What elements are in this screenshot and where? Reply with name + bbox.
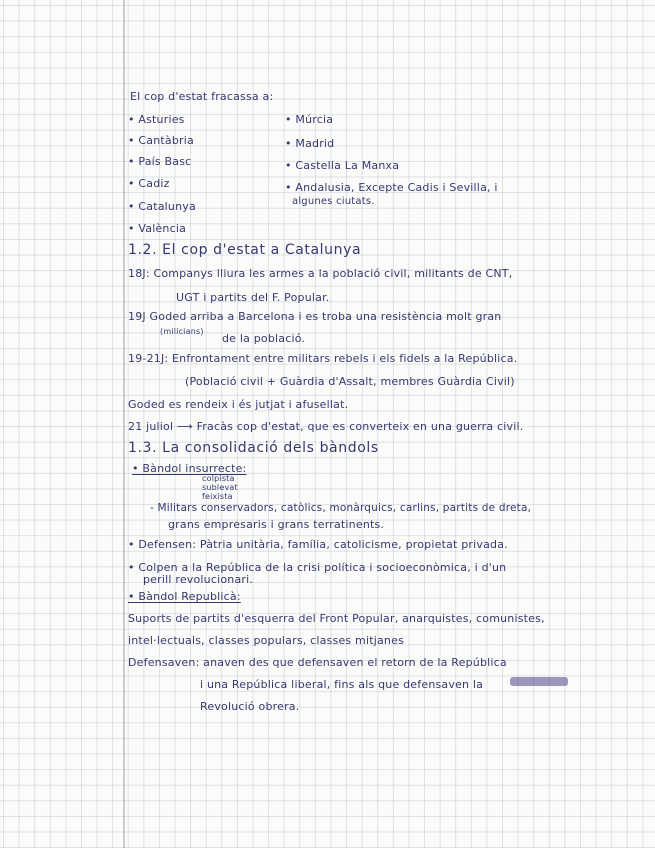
note-line: - Militars conservadors, catòlics, monàrquics, carlins, partits de dreta, xyxy=(150,502,532,514)
scribbled-out-word xyxy=(510,677,568,686)
list-item: • Andalusia, Excepte Cadis i Sevilla, i xyxy=(285,181,498,194)
note-line: UGT i partits del F. Popular. xyxy=(176,291,330,304)
list-item: • País Basc xyxy=(128,155,192,168)
section-heading: 1.3. La consolidació dels bàndols xyxy=(128,440,379,456)
section-heading: 1.2. El cop d'estat a Catalunya xyxy=(128,242,362,258)
note-line: (Població civil + Guàrdia d'Assalt, membres Guàrdia Civil) xyxy=(185,375,515,388)
note-line: de la població. xyxy=(222,332,306,345)
note-line: Defensaven: anaven des que defensaven el retorn de la República xyxy=(128,656,507,669)
note-line: 18J: Companys lliura les armes a la població civil, militants de CNT, xyxy=(128,267,513,280)
note-line: Revolució obrera. xyxy=(200,700,300,713)
list-item: sublevat xyxy=(202,483,238,492)
note-line: • Colpen a la República de la crisi política i socioeconòmica, i d'un xyxy=(128,561,507,574)
note-line: 21 juliol ⟶ Fracàs cop d'estat, que es converteix en una guerra civil. xyxy=(128,420,524,433)
note-line: 19-21J: Enfrontament entre militars rebels i els fidels a la República. xyxy=(128,352,518,365)
insurrecte-label: • Bàndol insurrecte: xyxy=(132,462,247,475)
note-line: intel·lectuals, classes populars, classes mitjanes xyxy=(128,634,405,647)
list-item: • Cantàbria xyxy=(128,134,194,147)
list-item: • Madrid xyxy=(285,137,335,150)
note-annotation: (milicians) xyxy=(160,327,204,336)
note-line: i una República liberal, fins als que defensaven la xyxy=(200,678,484,691)
republica-label: • Bàndol Republicà: xyxy=(128,590,241,603)
note-line: Goded es rendeix i és jutjat i afusellat. xyxy=(128,398,349,411)
list-item: • Cadiz xyxy=(128,177,170,190)
list-item: • Catalunya xyxy=(128,200,196,213)
list-item: algunes ciutats. xyxy=(292,196,375,207)
list-item: colpista xyxy=(202,474,235,483)
note-line: perill revolucionari. xyxy=(143,573,254,586)
list-item: • Castella La Manxa xyxy=(285,159,400,172)
note-line: Suports de partits d'esquerra del Front Popular, anarquistes, comunistes, xyxy=(128,612,545,625)
note-line: grans empresaris i grans terratinents. xyxy=(168,518,385,531)
list-item: feixista xyxy=(202,492,233,501)
list-item: • Múrcia xyxy=(285,113,334,126)
subheading xyxy=(128,590,241,603)
notes-title: El cop d'estat fracassa a: xyxy=(130,90,274,103)
note-line: 19J Goded arriba a Barcelona i es troba una resistència molt gran xyxy=(128,310,502,323)
note-line: • Defensen: Pàtria unitària, família, catolicisme, propietat privada. xyxy=(128,538,508,551)
list-item: • Asturies xyxy=(128,113,185,126)
list-item: • València xyxy=(128,222,187,235)
